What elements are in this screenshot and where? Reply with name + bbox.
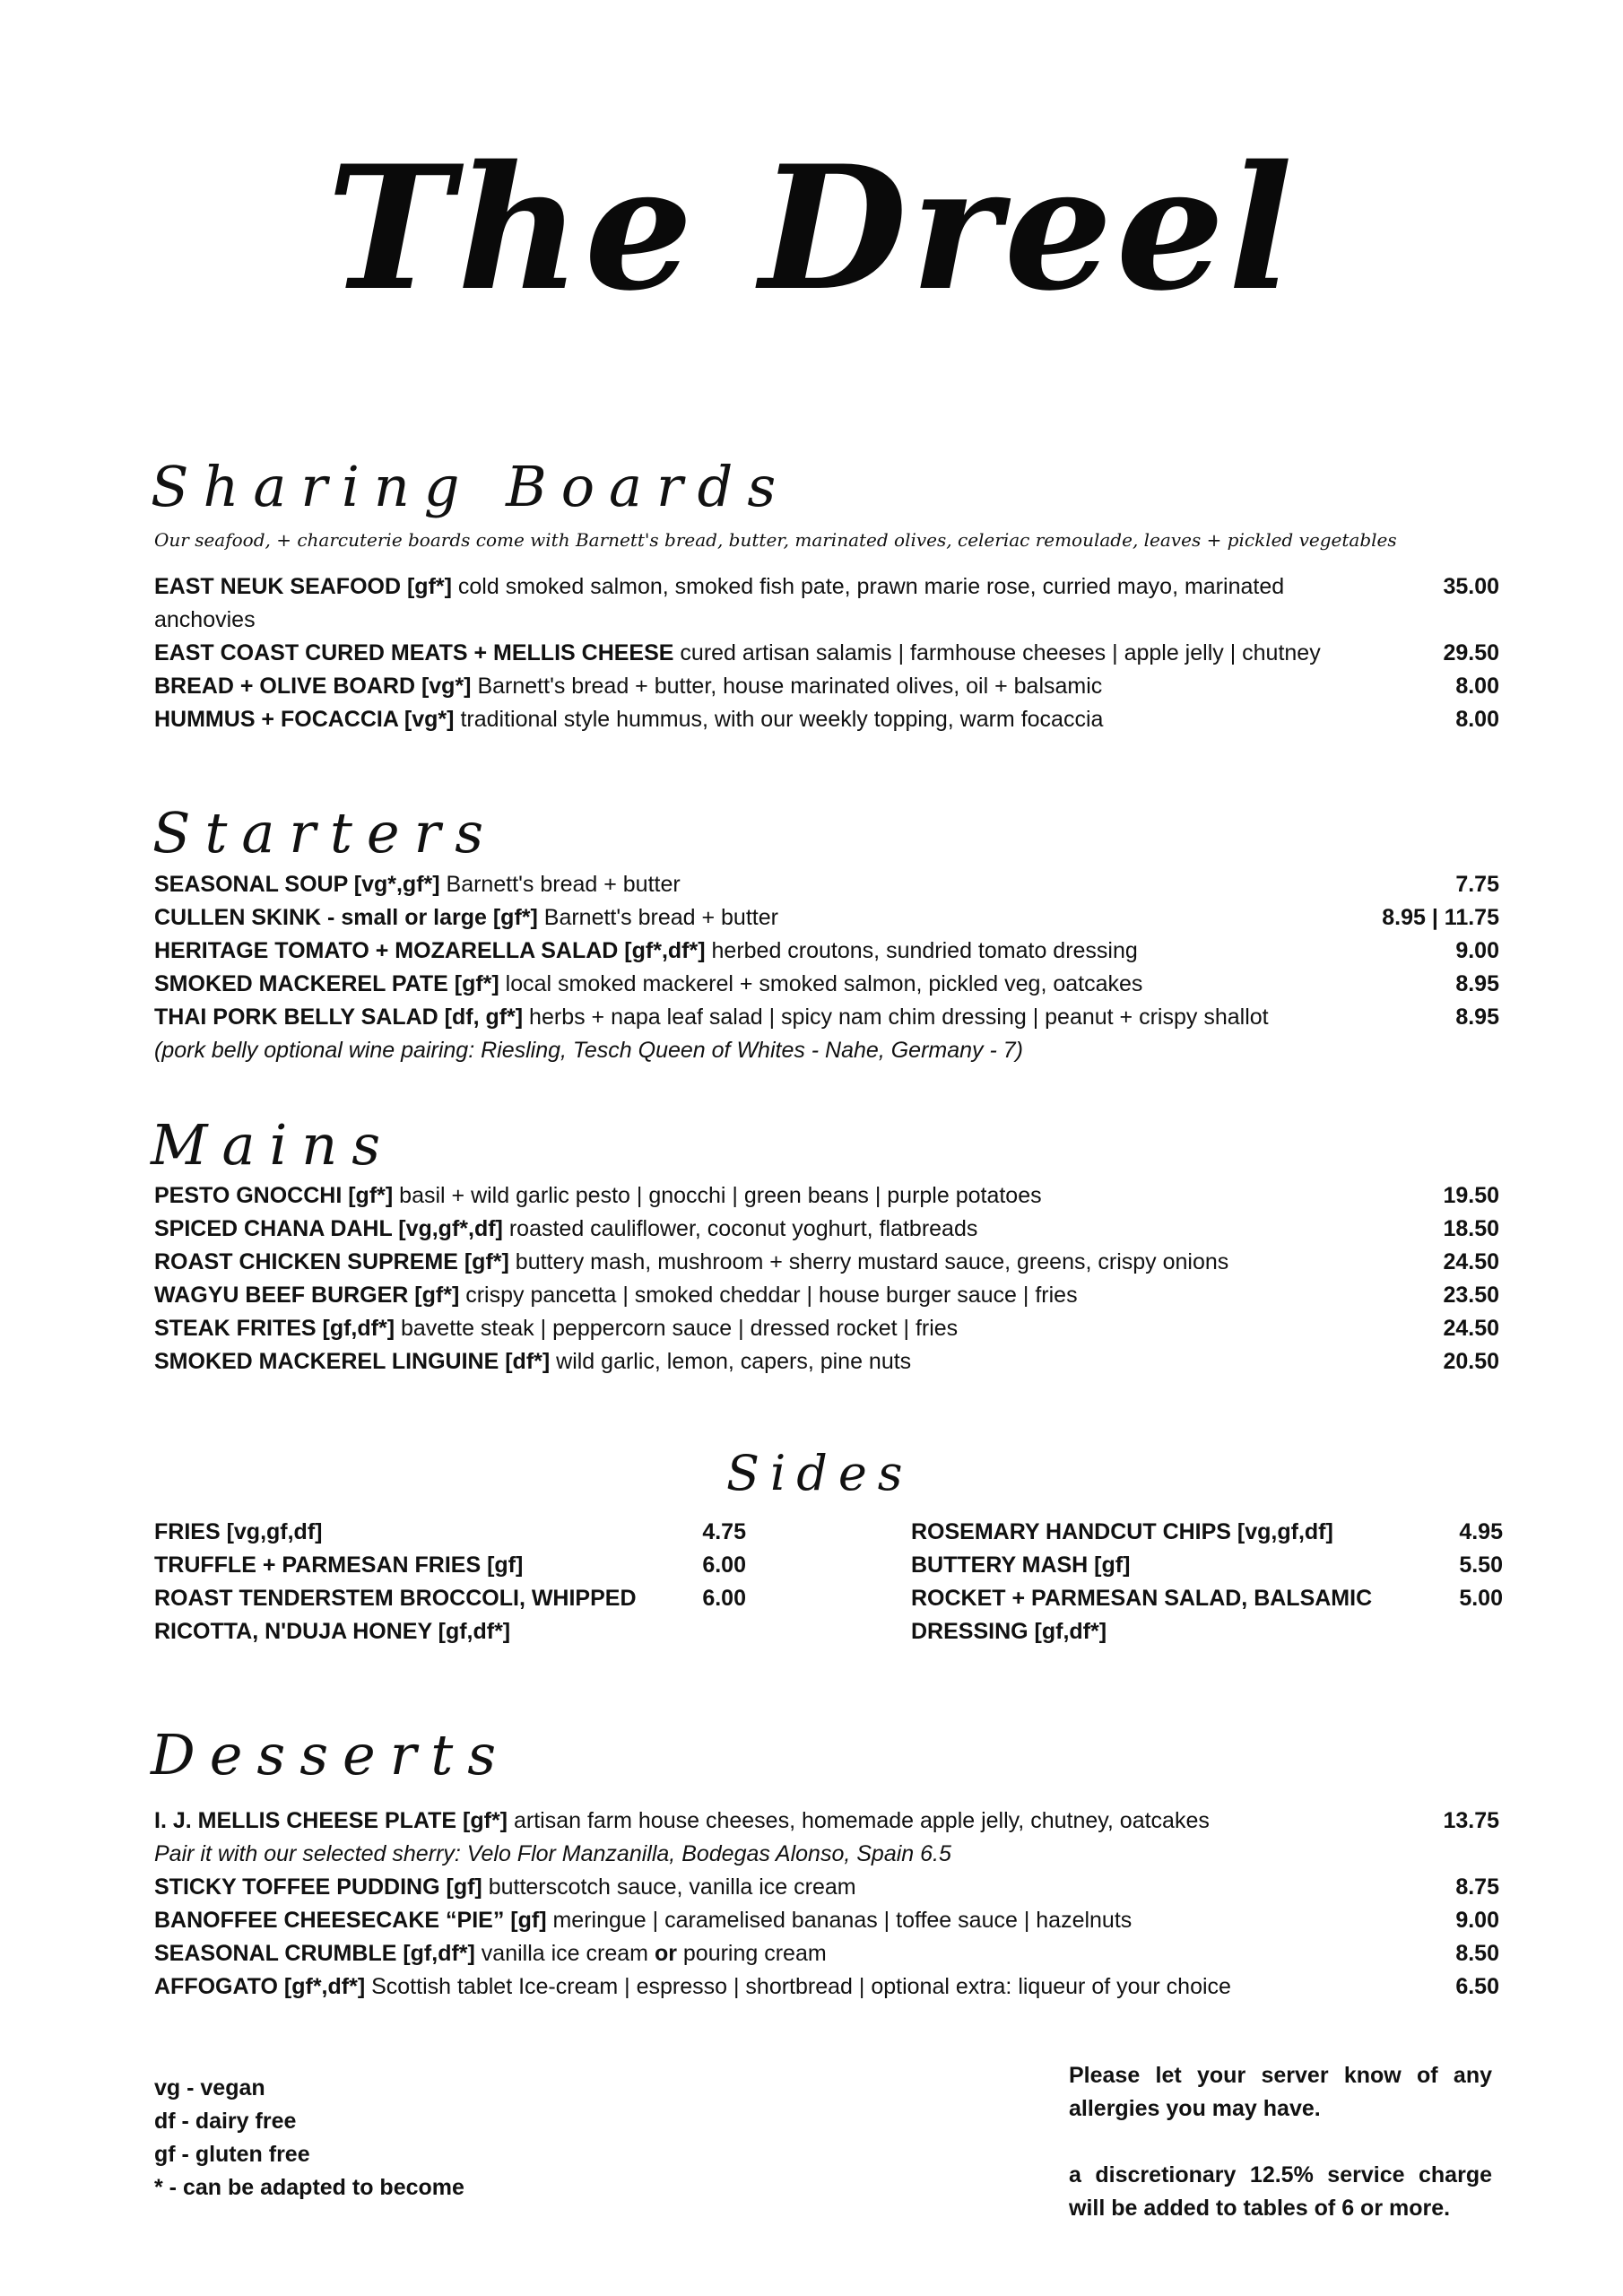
item-description: butterscotch sauce, vanilla ice cream [482,1874,856,1900]
item-price: 29.50 [1443,640,1499,665]
item-price: 8.95 [1455,1004,1499,1030]
side-item [154,1582,746,1648]
item-name: SPICED CHANA DAHL [vg,gf*,df] [154,1216,503,1241]
menu-item [154,1805,1499,1838]
item-description: Barnett's bread + butter, house marinated olives, oil + balsamic [471,674,1103,699]
side-item [154,1549,746,1582]
sharing-boards-heading: Sharing Boards [151,454,791,519]
side-price: 6.00 [702,1552,746,1578]
restaurant-title: The Dreel [326,128,1297,328]
item-description: artisan farm house cheeses, homemade apple jelly, chutney, oatcakes [508,1808,1210,1833]
side-price: 5.50 [1459,1552,1503,1578]
side-price: 4.75 [702,1519,746,1544]
item-name: SMOKED MACKEREL LINGUINE [df*] [154,1349,551,1374]
item-description: wild garlic, lemon, capers, pine nuts [550,1349,912,1374]
sides-heading: Sides [726,1445,914,1501]
menu-item [154,570,1499,637]
menu-item [154,935,1499,968]
item-price: 8.95 | 11.75 [1382,905,1499,930]
item-price: 23.50 [1443,1283,1499,1308]
item-name: CULLEN SKINK - small or large [gf*] [154,905,538,930]
item-name: HUMMUS + FOCACCIA [vg*] [154,707,455,732]
menu-item [154,901,1499,935]
item-price: 18.50 [1443,1216,1499,1241]
item-name: SEASONAL CRUMBLE [gf,df*] [154,1941,475,1966]
side-name: TRUFFLE + PARMESAN FRIES [gf] [154,1552,524,1578]
item-description: cold smoked salmon, smoked fish pate, prawn marie rose, curried mayo, marinated anchovies [154,574,1285,632]
menu-item [154,1970,1499,2004]
side-price: 4.95 [1459,1519,1503,1544]
side-name: ROAST TENDERSTEM BROCCOLI, WHIPPED RICOTTA, N'DUJA HONEY [gf,df*] [154,1586,637,1644]
menu-item [154,1246,1499,1279]
side-item [911,1549,1503,1582]
item-description: herbed croutons, sundried tomato dressing [705,938,1138,963]
dietary-legend [154,2072,464,2205]
item-name: EAST NEUK SEAFOOD [gf*] [154,574,452,599]
item-name: AFFOGATO [gf*,df*] [154,1974,366,1999]
starters-list [154,868,1499,1067]
item-description: Barnett's bread + butter [439,872,681,897]
item-price: 35.00 [1443,574,1499,599]
service-charge-notice: a discretionary 12.5% service charge will be added to tables of 6 or more. [1069,2162,1492,2221]
menu-item [154,1937,1499,1970]
menu-item [154,670,1499,703]
desserts-list [154,1805,1499,2004]
item-description: traditional style hummus, with our weekly topping, warm focaccia [454,707,1104,732]
menu-item [154,1001,1499,1034]
item-price: 8.00 [1455,707,1499,732]
footer-notices [1069,2059,1492,2258]
mains-heading: Mains [151,1112,395,1178]
side-name: FRIES [vg,gf,df] [154,1519,323,1544]
menu-item [154,1871,1499,1904]
item-name: WAGYU BEEF BURGER [gf*] [154,1283,460,1308]
item-price: 24.50 [1443,1316,1499,1341]
legend-line: gf - gluten free [154,2142,310,2167]
item-description: Barnett's bread + butter [537,905,778,930]
side-price: 5.00 [1459,1586,1503,1611]
item-description: vanilla ice cream [474,1941,655,1966]
item-name: HERITAGE TOMATO + MOZARELLA SALAD [gf*,df*] [154,938,706,963]
legend-line: * - can be adapted to become [154,2175,464,2200]
item-description: meringue | caramelised bananas | toffee sauce | hazelnuts [546,1908,1133,1933]
item-description: basil + wild garlic pesto | gnocchi | green beans | purple potatoes [393,1183,1042,1208]
menu-item [154,1312,1499,1345]
item-description: pouring cream [676,1941,827,1966]
item-price: 6.50 [1455,1974,1499,1999]
sides-left-column [154,1516,746,1648]
item-name: BREAD + OLIVE BOARD [vg*] [154,674,472,699]
item-price: 8.95 [1455,971,1499,996]
sharing-boards-note: Our seafood, + charcuterie boards come with Barnett's bread, butter, marinated olives, celeriac remoulade, leaves + pickled vegetables [154,529,1397,551]
item-name: THAI PORK BELLY SALAD [df, gf*] [154,1004,524,1030]
item-price: 7.75 [1455,872,1499,897]
sharing-boards-list [154,570,1499,736]
desserts-heading: Desserts [151,1722,511,1787]
mains-list [154,1179,1499,1378]
menu-item [154,1179,1499,1213]
legend-line: df - dairy free [154,2109,297,2134]
starters-heading: Starters [152,800,499,865]
side-item [154,1516,746,1549]
item-description: crispy pancetta | smoked cheddar | house burger sauce | fries [459,1283,1078,1308]
item-price: 8.50 [1455,1941,1499,1966]
item-price: 19.50 [1443,1183,1499,1208]
side-item [911,1516,1503,1549]
menu-item [154,1904,1499,1937]
item-price: 9.00 [1455,1908,1499,1933]
menu-item [154,1279,1499,1312]
item-name: STICKY TOFFEE PUDDING [gf] [154,1874,482,1900]
item-name: ROAST CHICKEN SUPREME [gf*] [154,1249,509,1274]
sherry-pairing-note: Pair it with our selected sherry: Velo Flor Manzanilla, Bodegas Alonso, Spain 6.5 [154,1841,951,1866]
item-name: SEASONAL SOUP [vg*,gf*] [154,872,440,897]
item-description: herbs + napa leaf salad | spicy nam chim dressing | peanut + crispy shallot [523,1004,1269,1030]
item-price: 8.75 [1455,1874,1499,1900]
item-price: 9.00 [1455,938,1499,963]
menu-item [154,637,1499,670]
menu-item [154,968,1499,1001]
item-description: local smoked mackerel + smoked salmon, pickled veg, oatcakes [499,971,1143,996]
item-description: cured artisan salamis | farmhouse cheeses | apple jelly | chutney [673,640,1321,665]
allergy-notice: Please let your server know of any allergies you may have. [1069,2063,1492,2121]
item-name: SMOKED MACKEREL PATE [gf*] [154,971,499,996]
item-name: STEAK FRITES [gf,df*] [154,1316,395,1341]
item-price: 8.00 [1455,674,1499,699]
side-item [911,1582,1503,1648]
legend-line: vg - vegan [154,2075,265,2100]
item-price: 20.50 [1443,1349,1499,1374]
item-description: Scottish tablet Ice-cream | espresso | shortbread | optional extra: liqueur of your choice [365,1974,1231,1999]
side-name: ROSEMARY HANDCUT CHIPS [vg,gf,df] [911,1519,1333,1544]
item-description: buttery mash, mushroom + sherry mustard sauce, greens, crispy onions [508,1249,1229,1274]
item-name: PESTO GNOCCHI [gf*] [154,1183,394,1208]
sides-right-column [911,1516,1503,1648]
side-name: BUTTERY MASH [gf] [911,1552,1131,1578]
menu-item [154,1213,1499,1246]
item-price: 13.75 [1443,1808,1499,1833]
wine-pairing-note: (pork belly optional wine pairing: Riesling, Tesch Queen of Whites - Nahe, Germany - 7) [154,1038,1023,1063]
item-description: bavette steak | peppercorn sauce | dressed rocket | fries [395,1316,959,1341]
menu-item [154,703,1499,736]
item-price: 24.50 [1443,1249,1499,1274]
menu-item [154,868,1499,901]
item-name: BANOFFEE CHEESECAKE “PIE” [gf] [154,1908,547,1933]
item-name: EAST COAST CURED MEATS + MELLIS CHEESE [154,640,674,665]
item-name: I. J. MELLIS CHEESE PLATE [gf*] [154,1808,508,1833]
item-description: roasted cauliflower, coconut yoghurt, flatbreads [502,1216,978,1241]
item-description-or: or [654,1941,677,1966]
side-name: ROCKET + PARMESAN SALAD, BALSAMIC DRESSING [gf,df*] [911,1586,1373,1644]
menu-item [154,1345,1499,1378]
side-price: 6.00 [702,1586,746,1611]
